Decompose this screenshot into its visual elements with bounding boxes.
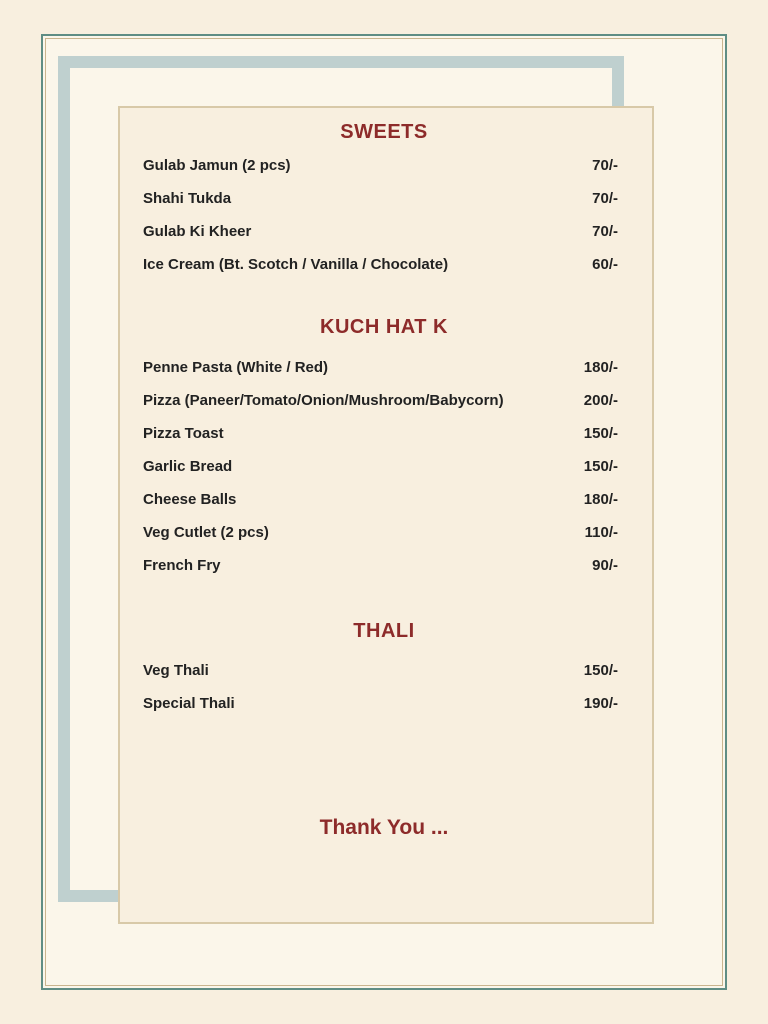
menu-item-price: 70/- (592, 223, 618, 240)
menu-item-price: 70/- (592, 157, 618, 174)
menu-item-price: 150/- (583, 458, 618, 475)
menu-item-price: 150/- (583, 662, 618, 679)
menu-item-price: 190/- (583, 695, 618, 712)
menu-item-name: Veg Thali (143, 662, 209, 679)
menu-item-name: Ice Cream (Bt. Scotch / Vanilla / Chocolate) (143, 256, 449, 273)
section-title-sweets: SWEETS (340, 121, 428, 143)
menu-item-price: 90/- (592, 557, 618, 574)
menu-item-name: French Fry (143, 557, 221, 574)
section-title-kuch-hat-k: KUCH HAT K (320, 316, 448, 338)
menu-item-name: Gulab Ki Kheer (143, 223, 252, 240)
menu-item-name: Pizza (Paneer/Tomato/Onion/Mushroom/Babycorn) (143, 392, 504, 409)
menu-item-price: 180/- (583, 359, 618, 376)
menu-item-price: 60/- (592, 256, 618, 273)
menu-item-price: 70/- (592, 190, 618, 207)
thank-you-text: Thank You ... (319, 816, 449, 839)
menu-item-price: 150/- (583, 425, 618, 442)
menu-item-name: Pizza Toast (143, 425, 224, 442)
menu-item-name: Cheese Balls (143, 491, 237, 508)
menu-item-name: Garlic Bread (143, 458, 233, 475)
menu-item-name: Special Thali (143, 695, 235, 712)
menu-item-name: Penne Pasta (White / Red) (143, 359, 329, 376)
section-title-thali: THALI (353, 620, 415, 642)
menu-item-price: 180/- (583, 491, 618, 508)
menu-item-price: 110/- (584, 524, 618, 541)
menu-item-name: Shahi Tukda (143, 190, 232, 207)
menu-item-name: Gulab Jamun (2 pcs) (143, 157, 291, 174)
menu-item-name: Veg Cutlet (2 pcs) (143, 524, 269, 541)
menu-item-price: 200/- (583, 392, 618, 409)
